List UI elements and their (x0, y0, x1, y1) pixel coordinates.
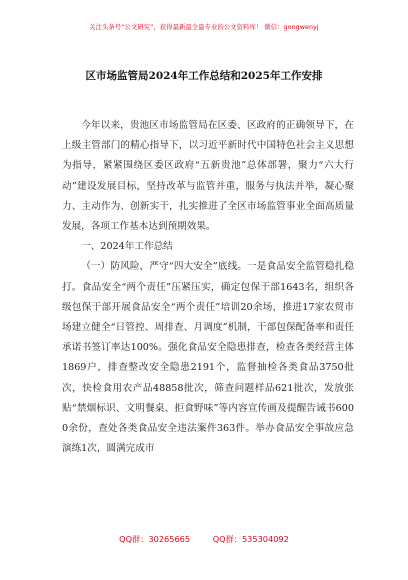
section-heading: 一、2024年工作总结 (81, 241, 173, 253)
footer-qq-group-1: QQ群：30265665 (119, 534, 191, 544)
document-body (62, 116, 354, 459)
footer-qq-bar (0, 534, 408, 545)
document-title: 区市场监管局2024年工作总结和2025年工作安排 (85, 70, 323, 82)
footer-qq-group-2: QQ群：535304092 (212, 534, 289, 544)
body-paragraph: （一）防风险，严守“四大安全”底线。一是食品安全监管稳扎稳打。食品安全“两个责任”压紧压实，确定包保干部1643名，组织各级包保干部开展食品安全“两个责任”培训20余场，推进17家农贸市场建立健全“日管控、周排查、月调度”机制，干部包保配备率和责任承诺书签订率达100%。强化食品安全隐患排查，检查各类经营主体1869户，排查整改安全隐患2191个，监督抽检各类食品3750批次，快检食用农产品48858批次，筛查问题样品621批次，发放张贴“禁烟标识、文明餐桌、拒食野味”等内容宣传画及提醒告诫书6000余份，查处各类食品安全违法案件363件。举办食品安全事故应急演练1次，圆满完成市 (62, 261, 354, 455)
intro-paragraph: 今年以来，贵池区市场监管局在区委、区政府的正确领导下，在上级主管部门的精心指导下，以习近平新时代中国特色社会主义思想为指导，紧紧围绕区委区政府“五新贵池”总体部署，聚力“六大行动”建设发展目标，坚持改革与监管并重，服务与执法并举，凝心聚力、主动作为、创新实干，扎实推进了全区市场监管事业全面高质量发展，各项工作基本达到预期效果。 (62, 120, 354, 233)
top-banner: 关注头条号“公文研究”，获得最新最全最专业的公文资料库！ 微信：gongwenyj (89, 24, 319, 31)
